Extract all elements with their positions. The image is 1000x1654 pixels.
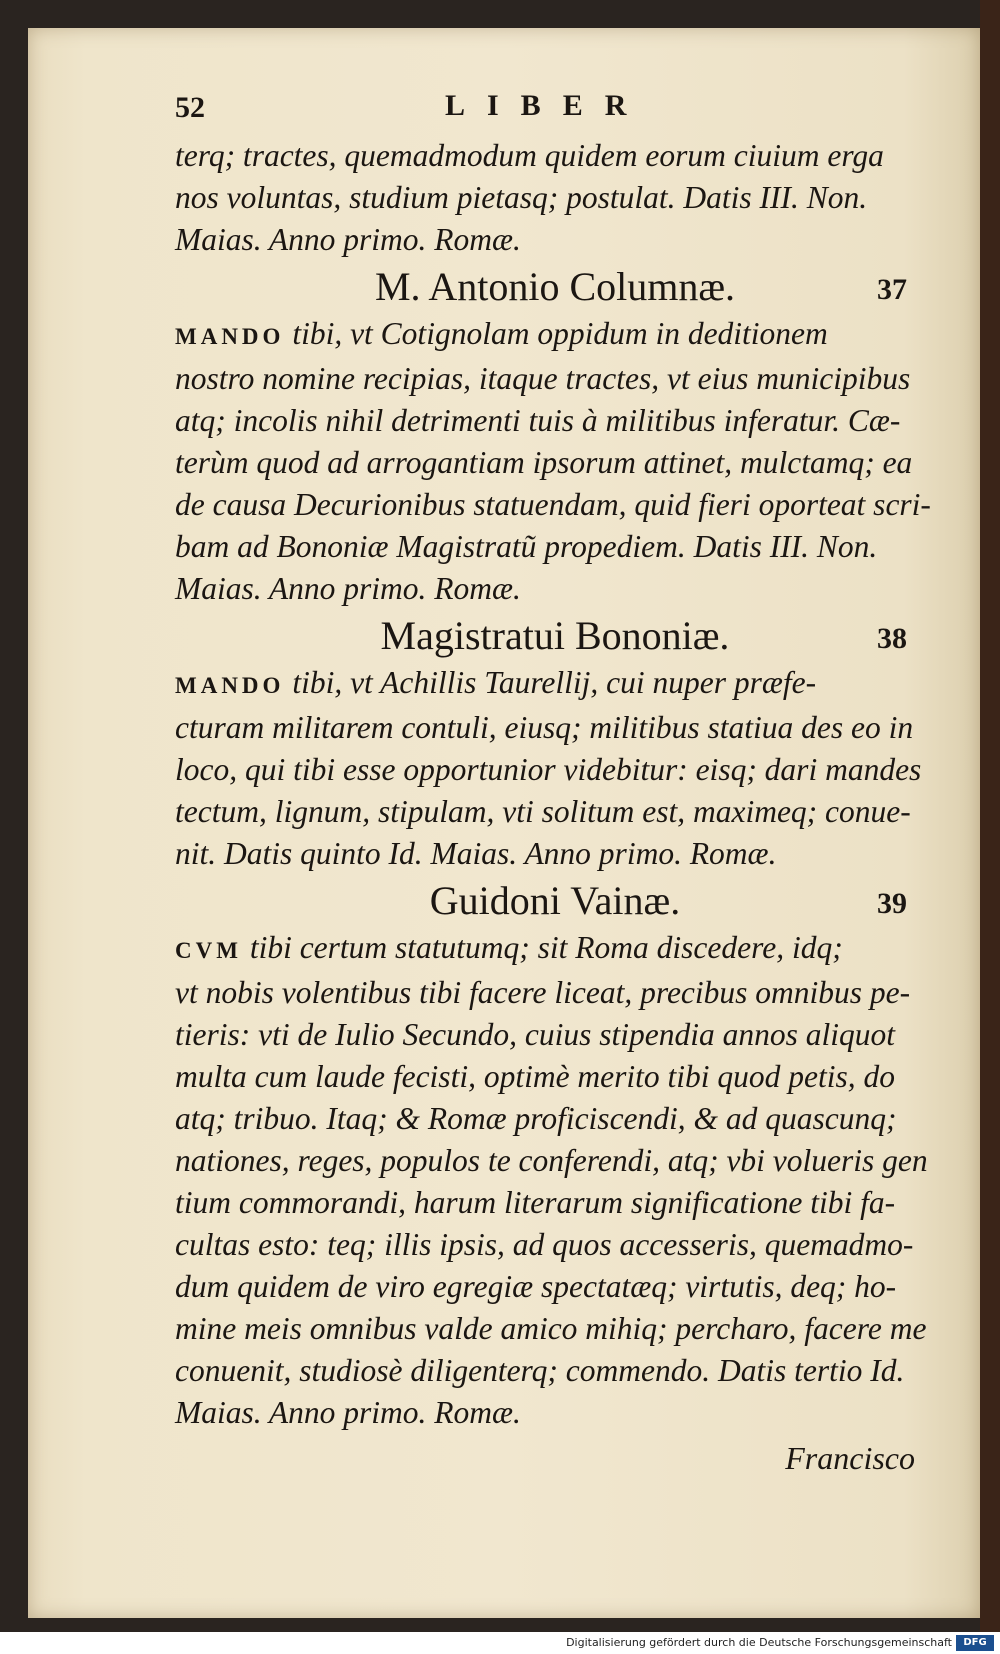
letter-addressee: Magistratui Bononiæ. [380,613,730,658]
initial-word: MANDO [175,673,285,698]
dfg-logo-icon: DFG [956,1635,994,1651]
text-line: multa cum laude fecisti, optimè merito tibi quod petis, do [175,1059,896,1094]
letter-number: 37 [877,273,907,306]
text-line: bam ad Bononiæ Magistratũ propediem. Datis III. Non. [175,529,878,564]
text-line: nationes, reges, populos te conferendi, atq; vbi volueris gen [175,1143,928,1178]
text-line-rest: tibi, vt Achillis Taurellij, cui nuper præfe- [284,665,817,700]
text-line: dum quidem de viro egregiæ spectatæq; virtutis, deq; ho- [175,1269,897,1304]
letter-heading [175,263,935,313]
text-line-rest: tibi, vt Cotignolam oppidum in deditionem [284,316,828,351]
letter-38 [175,612,935,875]
text-line: tium commorandi, harum literarum significatione tibi fa- [175,1185,896,1220]
footer-credit: Digitalisierung gefördert durch die Deutsche Forschungsgemeinschaft [566,1636,952,1649]
running-head [175,85,935,135]
initial-word: CVM [175,938,242,963]
letter-heading [175,612,935,662]
text-line [175,662,935,707]
letter-addressee: M. Antonio Columnæ. [374,264,736,309]
text-line: atq; incolis nihil detrimenti tuis à militibus inferatur. Cæ- [175,403,901,438]
text-line: terùm quod ad arrogantiam ipsorum attinet, mulctamq; ea [175,445,913,480]
catchword-line [175,1434,935,1482]
text-line: atq; tribuo. Itaq; & Romæ proficiscendi, & ad quascunq; [175,1101,897,1136]
text-line: cturam militarem contuli, eiusq; militibus statiua des eo in [175,710,914,745]
text-line: conuenit, studiosè diligenterq; commendo. Datis tertio Id. [175,1353,905,1388]
book-cover-edge [980,0,1000,1632]
page-number: 52 [175,91,205,124]
catchword: Francisco [785,1440,915,1476]
page-text [175,85,935,1482]
letter-heading [175,877,935,927]
running-title: LIBER [445,89,649,122]
text-line: Maias. Anno primo. Romæ. [175,1395,521,1430]
text-line: de causa Decurionibus statuendam, quid fieri oporteat scri- [175,487,931,522]
text-line: mine meis omnibus valde amico mihiq; percharo, facere me [175,1311,927,1346]
text-line-rest: tibi certum statutumq; sit Roma discedere, idq; [241,930,843,965]
text-line: tieris: vti de Iulio Secundo, cuius stipendia annos aliquot [175,1017,896,1052]
text-line: loco, qui tibi esse opportunior videbitur: eisq; dari mandes [175,752,922,787]
text-line: terq; tractes, quemadmodum quidem eorum ciuium erga [175,138,884,173]
text-line [175,313,935,358]
letter-39 [175,877,935,1434]
letter-addressee: Guidoni Vainæ. [429,878,681,923]
text-line: Maias. Anno primo. Romæ. [175,571,521,606]
letter-number: 38 [877,622,907,655]
text-line: vt nobis volentibus tibi facere liceat, precibus omnibus pe- [175,975,911,1010]
digitization-footer [0,1632,1000,1654]
letter-37 [175,263,935,610]
text-line: nit. Datis quinto Id. Maias. Anno primo. Romæ. [175,836,777,871]
text-line: cultas esto: teq; illis ipsis, ad quos accesseris, quemadmo- [175,1227,914,1262]
initial-word: MANDO [175,324,285,349]
text-line [175,927,935,972]
text-line: tectum, lignum, stipulam, vti solitum est, maximeq; conue- [175,794,911,829]
text-line: nos voluntas, studium pietasq; postulat. Datis III. Non. [175,180,868,215]
letter-number: 39 [877,887,907,920]
text-line: nostro nomine recipias, itaque tractes, vt eius municipibus [175,361,911,396]
text-line: Maias. Anno primo. Romæ. [175,222,521,257]
opening-paragraph [175,135,935,261]
